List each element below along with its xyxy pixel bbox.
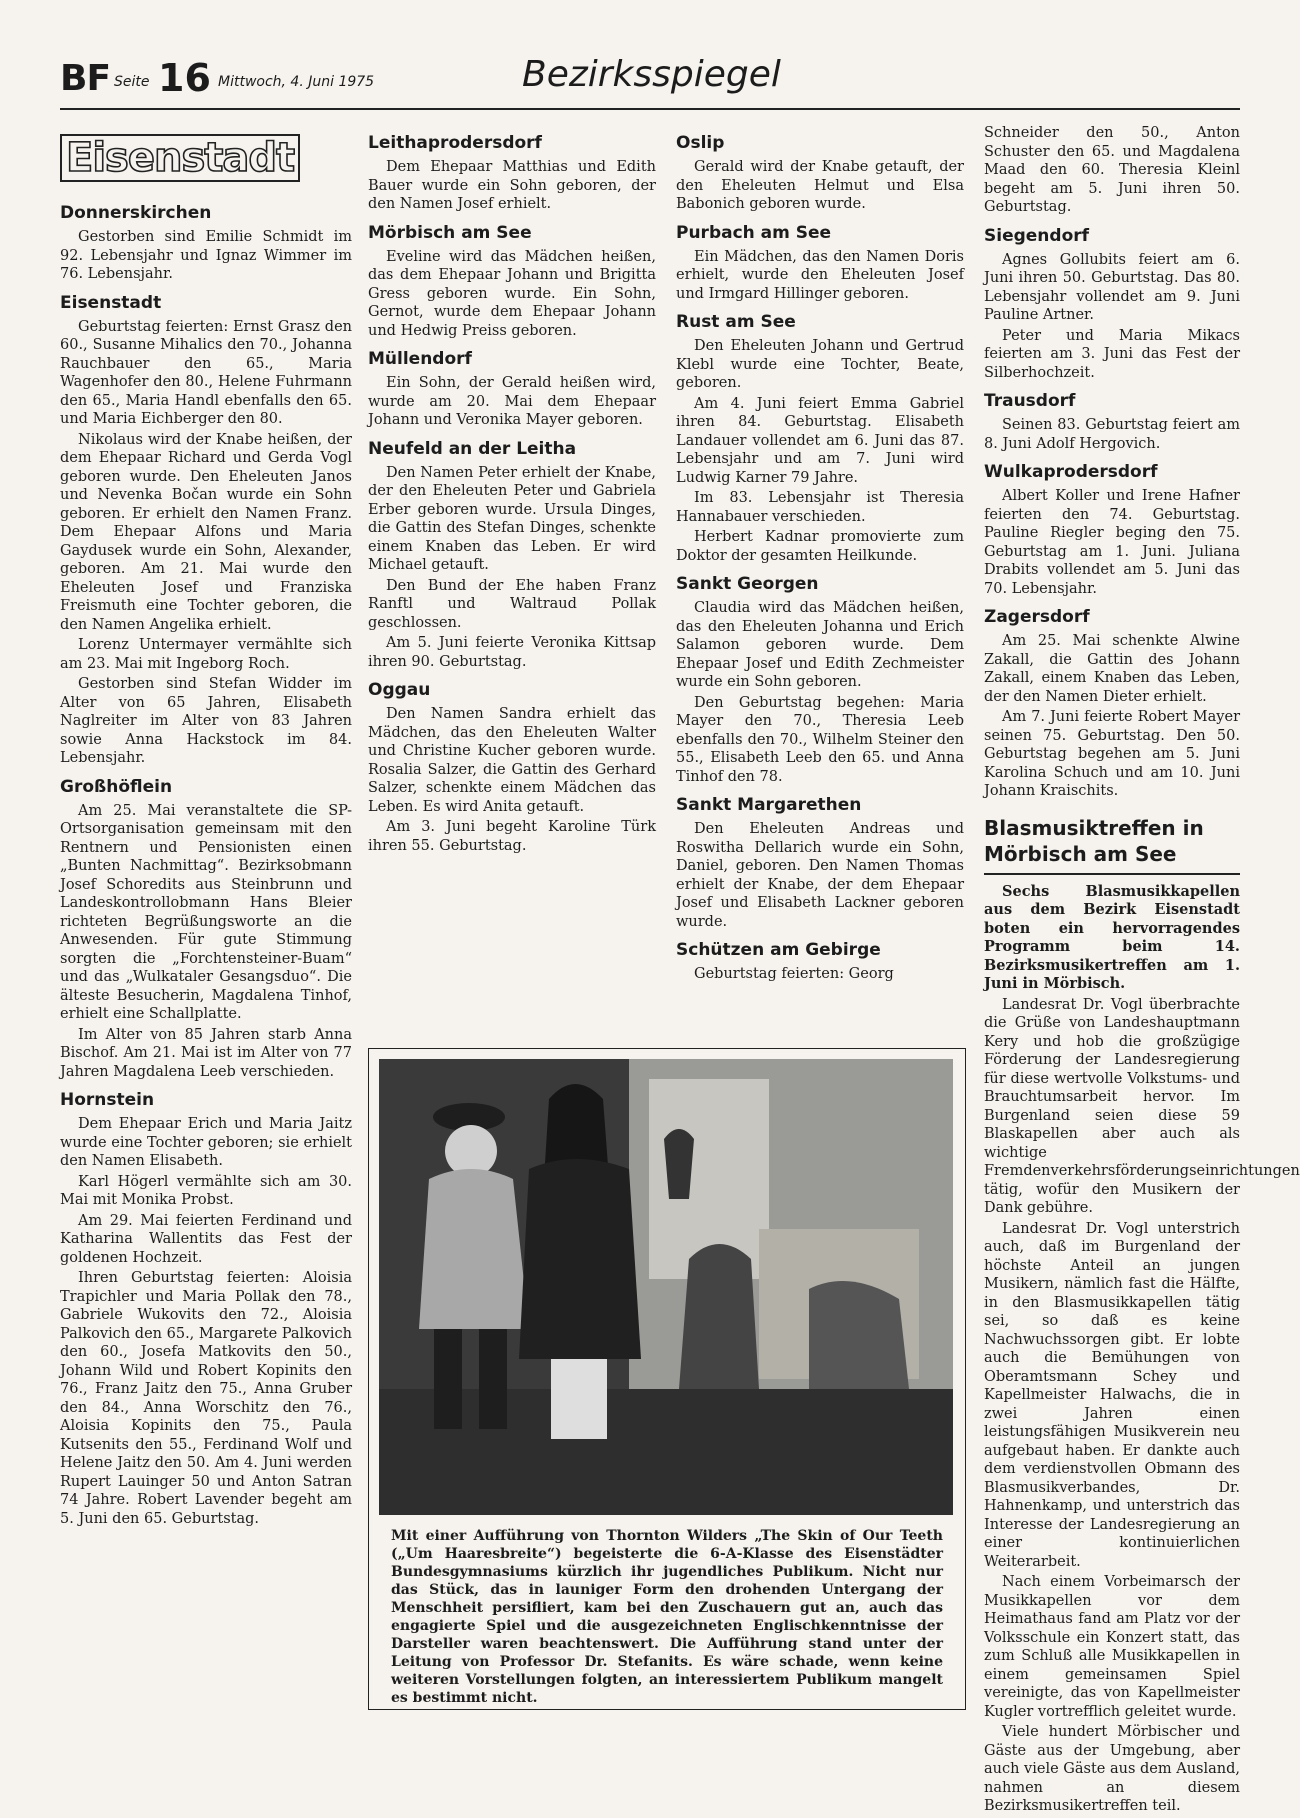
news-paragraph: Agnes Gollubits feiert am 6. Juni ihren 50. Geburtstag. Das 80. Lebensjahr vollendet am 9. Juni Pauline Artner.: [984, 251, 1240, 323]
photo-illustration: [379, 1059, 953, 1515]
news-paragraph: Schneider den 50., Anton Schuster den 65. und Magdalena Maad den 60. Theresia Kleinl begeht am 5. Juni ihren 50. Geburtstag.: [984, 125, 1240, 215]
news-paragraph: Den Bund der Ehe haben Franz Ranftl und Waltraud Pollak geschlossen.: [368, 577, 656, 631]
town-heading: Müllendorf: [368, 349, 472, 369]
column-4: [984, 124, 1300, 1818]
region-kicker: Eisenstadt: [60, 134, 300, 182]
news-paragraph: Dem Ehepaar Matthias und Edith Bauer wurde ein Sohn geboren, der den Namen Josef erhielt.: [368, 159, 656, 212]
header-rule: [60, 108, 1240, 110]
news-paragraph: Am 29. Mai feierten Ferdinand und Katharina Wallentits das Fest der goldenen Hochzeit.: [60, 1212, 352, 1266]
news-paragraph: Gerald wird der Knabe getauft, der den Eheleuten Helmut und Elsa Babonich geboren wurde.: [676, 159, 964, 212]
news-paragraph: Am 25. Mai schenkte Alwine Zakall, die Gattin des Johann Zakall, einem Knaben das Leben, der den Namen Dieter erhielt.: [984, 633, 1240, 705]
news-paragraph: Nach einem Vorbeimarsch der Musikkapellen vor dem Heimathaus fand am Platz vor der Volksschule ein Konzert statt, das zum Schluß alle Musikkapellen in einem gemeinsamen Spiel vereinigte, das von Kapellmeister Kugler vortrefflich geleitet wurde.: [984, 1574, 1240, 1720]
theatre-photo: [379, 1059, 953, 1515]
page-header: [60, 52, 1240, 108]
news-paragraph: Karl Högerl vermählte sich am 30. Mai mit Monika Probst.: [60, 1173, 352, 1208]
news-paragraph: Ihren Geburtstag feierten: Aloisia Trapichler und Maria Pollak den 78., Gabriele Wukovits den 72., Aloisia Palkovich den 65., Margarete Palkovich den 60., Josefa Matkovits den 50., Johann Wild und Robert Kopinits den 76., Franz Jaitz den 75., Anna Gruber den 84., Anna Worschitz den 76., Aloisia Kopinits den 75., Paula Kutsenits den 55., Ferdinand Wolf und Helene Jaitz den 50. Am 4. Juni werden Rupert Lauinger 50 und Anton Satran 74 Jahre. Robert Lavender begeht am 5. Juni den 65. Geburtstag.: [60, 1270, 352, 1527]
town-heading: Großhöflein: [60, 776, 173, 797]
news-paragraph: Herbert Kadnar promovierte zum Doktor der gesamten Heilkunde.: [676, 529, 964, 564]
news-paragraph: Nikolaus wird der Knabe heißen, der dem Ehepaar Richard und Gerda Vogl geboren wurde. Den Eheleuten Janos und Nevenka Bočan wurde ein Sohn geboren. Er erhielt den Namen Franz. Dem Ehepaar Alfons und Maria Gaydusek wurde ein Sohn, Alexander, geboren. Am 21. Mai wurde den Eheleuten Josef und Franziska Freismuth eine Tochter geboren, die den Namen Angelika erhielt.: [60, 431, 352, 633]
news-paragraph: Geburtstag feierten: Georg: [694, 966, 894, 982]
news-paragraph: Claudia wird das Mädchen heißen, das den Eheleuten Johanna und Erich Salamon geboren wurde. Dem Ehepaar Josef und Edith Zechmeister wurde ein Sohn geboren.: [676, 600, 964, 690]
news-paragraph: Den Namen Sandra erhielt das Mädchen, das den Eheleuten Walter und Christine Kucher geboren wurde. Rosalia Salzer, die Gattin des Gerhard Salzer, schenkte einem Mädchen das Leben. Es wird Anita getauft.: [368, 706, 656, 815]
town-heading: Neufeld an der Leitha: [368, 438, 577, 459]
article-headline: Blasmusiktreffen in Mörbisch am See: [984, 815, 1204, 866]
newspaper-logo: BF: [60, 58, 111, 99]
news-paragraph: Am 7. Juni feierte Robert Mayer seinen 75. Geburtstag. Den 50. Geburtstag begehen am 5. Juni Karolina Schuch und am 10. Juni Johann Kraischits.: [984, 709, 1240, 799]
town-heading: Sankt Margarethen: [676, 795, 862, 815]
news-paragraph: Am 25. Mai veranstaltete die SP-Ortsorganisation gemeinsam mit den Rentnern und Pensionisten einen „Bunten Nachmittag“. Bezirksobmann Josef Schoredits aus Steinbrunn und Landeskontrollobmann Hans Bleier richteten Begrüßungsworte an die Anwesenden. Für gute Stimmung sorgten die „Forchtensteiner-Buam“ und das „Wulkataler Gesangsduo“. Die älteste Besucherin, Magdalena Tinhof, erhielt eine Schallplatte.: [60, 802, 352, 1022]
town-heading: Trausdorf: [984, 391, 1076, 411]
news-paragraph: Peter und Maria Mikacs feierten am 3. Juni das Fest der Silberhochzeit.: [984, 327, 1240, 381]
news-paragraph: Den Geburtstag begehen: Maria Mayer den 70., Theresia Leeb ebenfalls den 70., Wilhelm Steiner den 55., Elisabeth Leeb den 65. und Anna Tinhof den 78.: [676, 694, 964, 785]
news-paragraph: Im Alter von 85 Jahren starb Anna Bischof. Am 21. Mai ist im Alter von 77 Jahren Magdalena Leeb verschieden.: [60, 1026, 352, 1080]
news-paragraph: Albert Koller und Irene Hafner feierten den 74. Geburtstag. Pauline Riegler beging den 75. Geburtstag am 1. Juni. Juliana Drabits vollendet am 5. Juni das 70. Lebensjahr.: [984, 488, 1240, 597]
town-heading: Wulkaprodersdorf: [984, 462, 1158, 482]
photo-box: [368, 1048, 966, 1710]
page-number: 16: [158, 56, 211, 100]
column-1: [60, 124, 352, 1530]
town-heading: Rust am See: [676, 312, 796, 332]
town-heading: Siegendorf: [984, 225, 1090, 246]
photo-caption: Mit einer Aufführung von Thornton Wilders „The Skin of Our Teeth („Um Haaresbreite“) begeisterte die 6-A-Klasse des Eisenstädter Bundesgymnasiums kürzlich ihr jugendliches Publikum. Nicht nur das Stück, das in launiger Form den drohenden Untergang der Menschheit persifliert, kam bei den Zuschauern gut an, auch das engagierte Spiel und die ausgezeichneten Englischkenntnisse der Darsteller waren beachtenswert. Die Aufführung stand unter der Leitung von Professor Dr. Stefanits. Es wäre schade, wenn keine weiteren Vorstellungen folgten, an interessiertem Publikum mangelt es bestimmt nicht.: [391, 1528, 943, 1706]
town-heading: Eisenstadt: [60, 292, 162, 313]
news-paragraph: Ein Mädchen, das den Namen Doris erhielt, wurde den Eheleuten Josef und Irmgard Hillinger geboren.: [676, 248, 964, 302]
news-paragraph: Viele hundert Mörbischer und Gäste aus der Umgebung, aber auch viele Gäste aus dem Ausland, nahmen an diesem Bezirksmusikertreffen teil.: [984, 1724, 1240, 1814]
news-paragraph: Den Namen Peter erhielt der Knabe, der den Eheleuten Peter und Gabriela Erber geboren wurde. Ursula Dinges, die Gattin des Stefan Dinges, schenkte einem Knaben das Leben. Er wird Michael getauft.: [368, 464, 656, 573]
town-heading: Mörbisch am See: [368, 222, 532, 243]
news-paragraph: Am 5. Juni feierte Veronika Kittsap ihren 90. Geburtstag.: [368, 635, 656, 670]
town-heading: Leithaprodersdorf: [368, 133, 542, 153]
issue-date: Mittwoch, 4. Juni 1975: [218, 74, 375, 90]
town-heading: Schützen am Gebirge: [676, 940, 881, 960]
news-paragraph: Gestorben sind Emilie Schmidt im 92. Lebensjahr und Ignaz Wimmer im 76. Lebensjahr.: [60, 229, 352, 282]
town-heading: Sankt Georgen: [676, 574, 819, 594]
town-heading: Oggau: [368, 680, 431, 700]
town-heading: Zagersdorf: [984, 607, 1090, 627]
news-paragraph: Gestorben sind Stefan Widder im Alter von 65 Jahren, Elisabeth Naglreiter im Alter von 83 Jahren sowie Anna Hackstock im 84. Lebensjahr.: [60, 676, 352, 766]
news-paragraph: Landesrat Dr. Vogl überbrachte die Grüße von Landeshauptmann Kery und hob die großzügige Förderung der Landesregierung für diese wertvolle Volkstums- und Brauchtumsarbeit hervor. Im Burgenland seien diese 59 Blaskapellen aber auch als wichtige Fremdenverkehrsförderungseinrichtungen tätig, wofür den Musikern der Dank gebühre.: [984, 996, 1300, 1216]
news-paragraph: Lorenz Untermayer vermählte sich am 23. Mai mit Ingeborg Roch.: [60, 637, 352, 672]
news-paragraph: Seinen 83. Geburtstag feiert am 8. Juni Adolf Hergovich.: [984, 417, 1240, 452]
town-heading: Hornstein: [60, 1090, 155, 1110]
news-paragraph: Geburtstag feierten: Ernst Grasz den 60., Susanne Mihalics den 70., Johanna Rauchbauer den 65., Maria Wagenhofer den 80., Helene Fuhrmann den 65., Maria Handl ebenfalls den 65. und Maria Eichberger den 80.: [60, 318, 352, 427]
news-paragraph: Im 83. Lebensjahr ist Theresia Hannabauer verschieden.: [676, 490, 964, 525]
news-paragraph: Eveline wird das Mädchen heißen, das dem Ehepaar Johann und Brigitta Gress geboren wurde. Ein Sohn, Gernot, wurde dem Ehepaar Johann und Hedwig Preiss geboren.: [368, 248, 656, 339]
town-heading: Donnerskirchen: [60, 203, 212, 223]
news-paragraph: Am 4. Juni feiert Emma Gabriel ihren 84. Geburtstag. Elisabeth Landauer vollendet am 6. Juni das 87. Lebensjahr und am 7. Juni wird Ludwig Karner 79 Jahre.: [676, 395, 964, 486]
news-paragraph: Den Eheleuten Andreas und Roswitha Dellarich wurde ein Sohn, Daniel, geboren. Den Namen Thomas erhielt der Knabe, der dem Ehepaar Josef und Elisabeth Lackner geboren wurde.: [676, 821, 964, 930]
town-heading: Purbach am See: [676, 222, 832, 243]
page-label: Seite: [114, 74, 150, 90]
news-paragraph: Am 3. Juni begeht Karoline Türk ihren 55. Geburtstag.: [368, 819, 656, 854]
news-paragraph: Landesrat Dr. Vogl unterstrich auch, daß im Burgenland der höchste Anteil an jungen Musikern, nämlich fast die Hälfte, in den Blasmusikkapellen tätig sei, so daß es keine Nachwuchssorgen gibt. Er lobte auch die Bemühungen von Oberamtsmann Schey und Kapellmeister Halwachs, die in zwei Jahren einen leistungsfähigen Musikverein neu aufgebaut haben. Er dankte auch dem verdienstvollen Obmann des Blasmusikverbandes, Dr. Hahnenkamp, und unterstrich das Interesse der Landesregierung an einer kontinuierlichen Weiterarbeit.: [984, 1220, 1240, 1570]
column-2: [368, 124, 656, 857]
headline-rule: [984, 873, 1240, 875]
news-paragraph: Dem Ehepaar Erich und Maria Jaitz wurde eine Tochter geboren; sie erhielt den Namen Elisabeth.: [60, 1116, 352, 1169]
news-paragraph: Ein Sohn, der Gerald heißen wird, wurde am 20. Mai dem Ehepaar Johann und Veronika Mayer geboren.: [368, 375, 656, 428]
town-heading: Oslip: [676, 133, 725, 153]
article-lead: Sechs Blasmusikkapellen aus dem Bezirk Eisenstadt boten ein hervorragendes Programm beim 14. Bezirksmusikertreffen am 1. Juni in Mörbisch.: [984, 882, 1240, 992]
news-paragraph: Den Eheleuten Johann und Gertrud Klebl wurde eine Tochter, Beate, geboren.: [676, 338, 964, 391]
column-3: [676, 124, 964, 986]
section-title: Bezirksspiegel: [522, 54, 781, 95]
